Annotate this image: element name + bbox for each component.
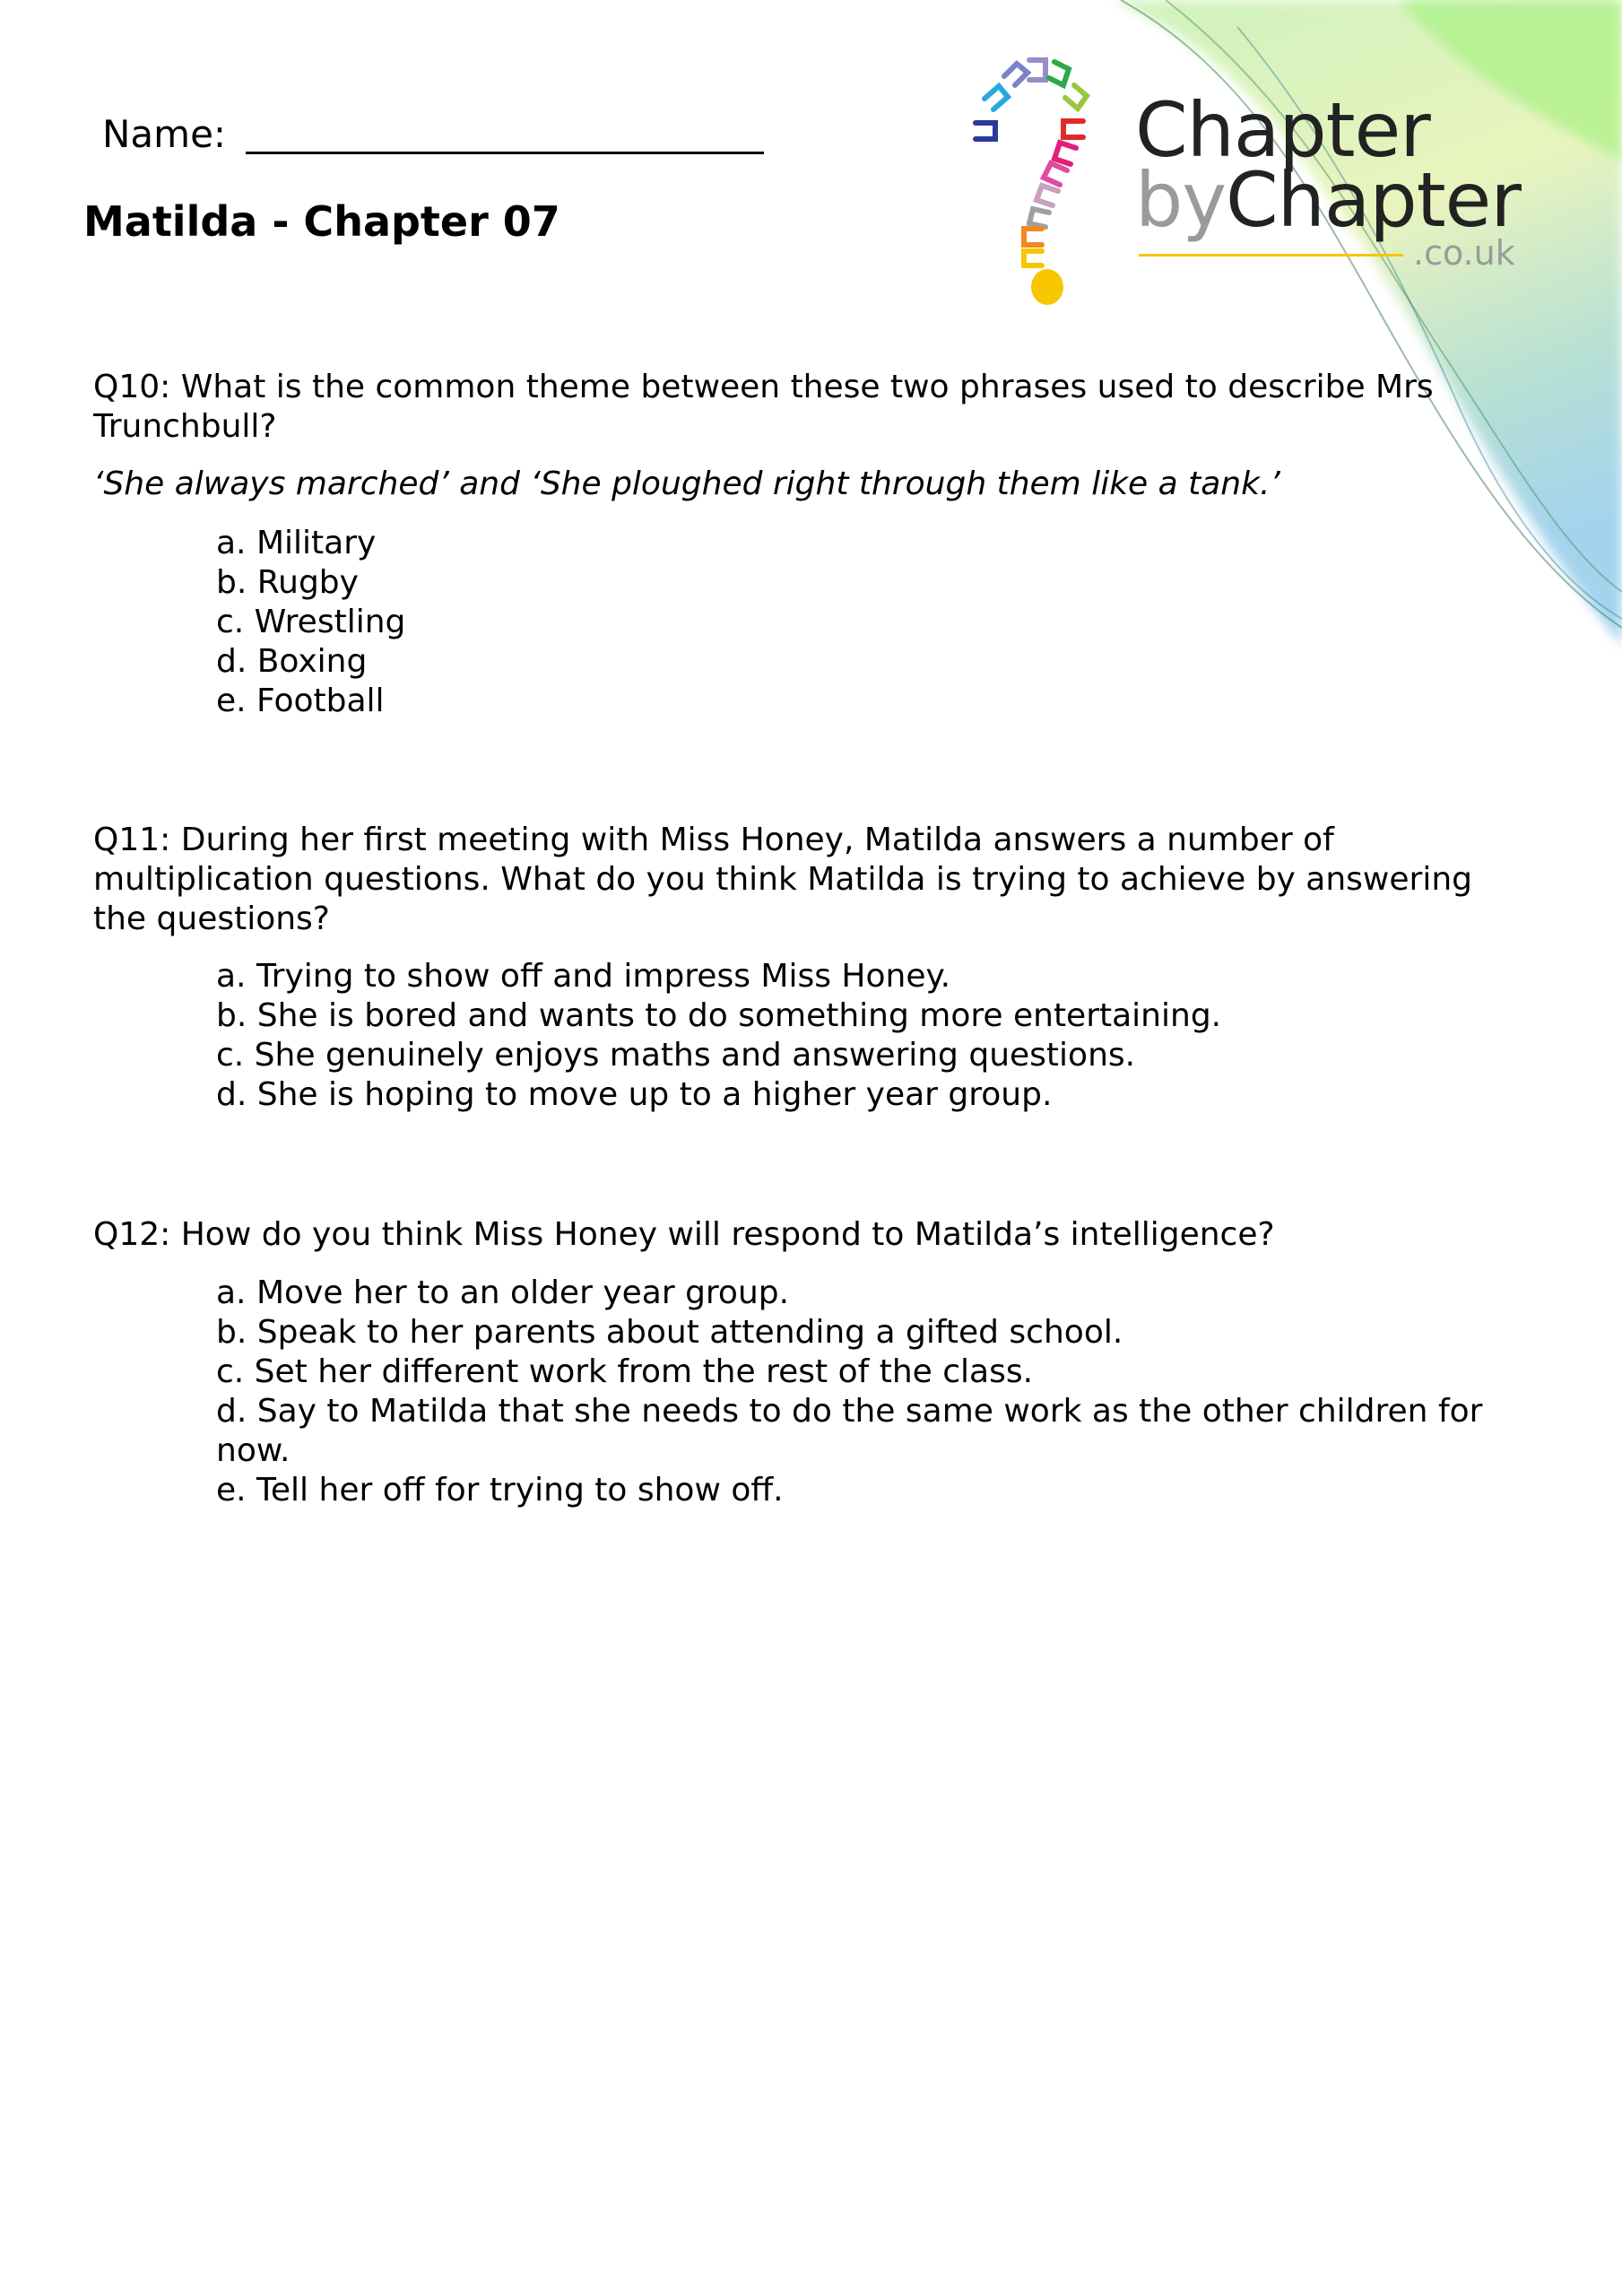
option: b. Rugby (216, 564, 359, 601)
option: a. Move her to an older year group. (216, 1274, 790, 1311)
chapter-by-chapter-logo (968, 49, 1542, 309)
option: e. Tell her off for trying to show off. (216, 1472, 784, 1509)
option: e. Football (216, 683, 385, 719)
option: d. She is hoping to move up to a higher year group. (216, 1076, 1053, 1113)
question-10-options (216, 524, 1525, 721)
option: c. Set her different work from the rest of the class. (216, 1353, 1034, 1390)
option: d. Boxing (216, 643, 368, 680)
logo-text-by: by (1135, 156, 1227, 244)
name-underline[interactable] (246, 116, 764, 154)
option: d. Say to Matilda that she needs to do the same work as the other children for now. (216, 1393, 1483, 1469)
logo-text-chapter: Chapter (1135, 86, 1430, 174)
worksheet-title: Matilda - Chapter 07 (83, 197, 560, 246)
question-10-prompt: Q10: What is the common theme between these two phrases used to describe Mrs Trunchbull? (93, 369, 1434, 445)
question-11-prompt: Q11: During her first meeting with Miss Honey, Matilda answers a number of multiplication questions. What do you think Matilda is trying to achieve by answering the questions? (93, 822, 1472, 937)
option: c. Wrestling (216, 604, 406, 640)
logo-domain: .co.uk (1413, 233, 1515, 273)
option: b. She is bored and wants to do something more entertaining. (216, 997, 1222, 1034)
name-field[interactable] (102, 112, 764, 156)
question-11-options (216, 957, 1525, 1115)
option: c. She genuinely enjoys maths and answering questions. (216, 1037, 1136, 1074)
question-mark-books-icon (968, 49, 1121, 309)
option: a. Military (216, 525, 377, 561)
logo-text-chapter-2: Chapter (1226, 156, 1521, 244)
question-12-prompt: Q12: How do you think Miss Honey will respond to Matilda’s intelligence? (93, 1216, 1275, 1253)
question-10-quote: ‘She always marched’ and ‘She ploughed right through them like a tank.’ (93, 465, 1280, 502)
option: a. Trying to show off and impress Miss Honey. (216, 958, 951, 995)
logo-text-by-chapter (1135, 156, 1521, 244)
option: b. Speak to her parents about attending a gifted school. (216, 1314, 1123, 1351)
name-label: Name: (102, 112, 227, 156)
question-12-options (216, 1274, 1525, 1510)
logo-underline (1139, 254, 1403, 257)
